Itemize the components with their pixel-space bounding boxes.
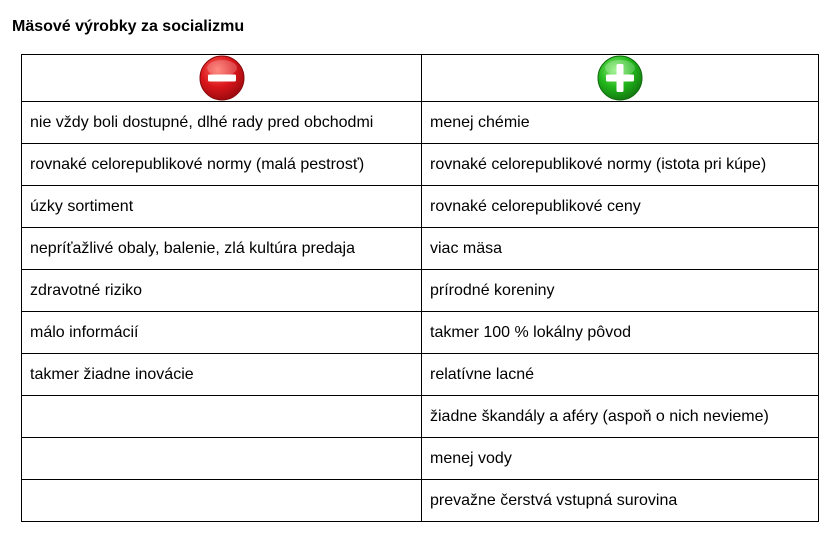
cons-cell: rovnaké celorepublikové normy (malá pestrosť) bbox=[22, 144, 422, 186]
pros-cons-table bbox=[21, 54, 819, 522]
table-row bbox=[22, 228, 819, 270]
cons-header-cell bbox=[22, 55, 422, 102]
cons-cell bbox=[22, 396, 422, 438]
pros-cell: rovnaké celorepublikové normy (istota pri kúpe) bbox=[422, 144, 819, 186]
pros-cell: prevažne čerstvá vstupná surovina bbox=[422, 480, 819, 522]
table-row bbox=[22, 312, 819, 354]
pros-cell: menej chémie bbox=[422, 102, 819, 144]
pros-cell: žiadne škandály a aféry (aspoň o nich nevieme) bbox=[422, 396, 819, 438]
minus-circle-icon bbox=[199, 55, 245, 101]
cons-cell bbox=[22, 438, 422, 480]
table-row bbox=[22, 102, 819, 144]
table-row bbox=[22, 480, 819, 522]
table-row bbox=[22, 270, 819, 312]
table-row bbox=[22, 354, 819, 396]
pros-cell: prírodné koreniny bbox=[422, 270, 819, 312]
table-row bbox=[22, 144, 819, 186]
cons-cell: nepríťažlivé obaly, balenie, zlá kultúra predaja bbox=[22, 228, 422, 270]
cons-cell: úzky sortiment bbox=[22, 186, 422, 228]
document-title: Mäsové výrobky za socializmu bbox=[12, 18, 245, 35]
table-header-row bbox=[22, 55, 819, 102]
cons-cell: zdravotné riziko bbox=[22, 270, 422, 312]
pros-header-cell bbox=[422, 55, 819, 102]
pros-cell: viac mäsa bbox=[422, 228, 819, 270]
cons-cell: málo informácií bbox=[22, 312, 422, 354]
cons-cell: takmer žiadne inovácie bbox=[22, 354, 422, 396]
plus-circle-icon bbox=[597, 55, 643, 101]
table-row bbox=[22, 438, 819, 480]
cons-cell bbox=[22, 480, 422, 522]
pros-cell: relatívne lacné bbox=[422, 354, 819, 396]
pros-cell: takmer 100 % lokálny pôvod bbox=[422, 312, 819, 354]
pros-cell: rovnaké celorepublikové ceny bbox=[422, 186, 819, 228]
table-row bbox=[22, 396, 819, 438]
cons-cell: nie vždy boli dostupné, dlhé rady pred obchodmi bbox=[22, 102, 422, 144]
table-row bbox=[22, 186, 819, 228]
pros-cell: menej vody bbox=[422, 438, 819, 480]
